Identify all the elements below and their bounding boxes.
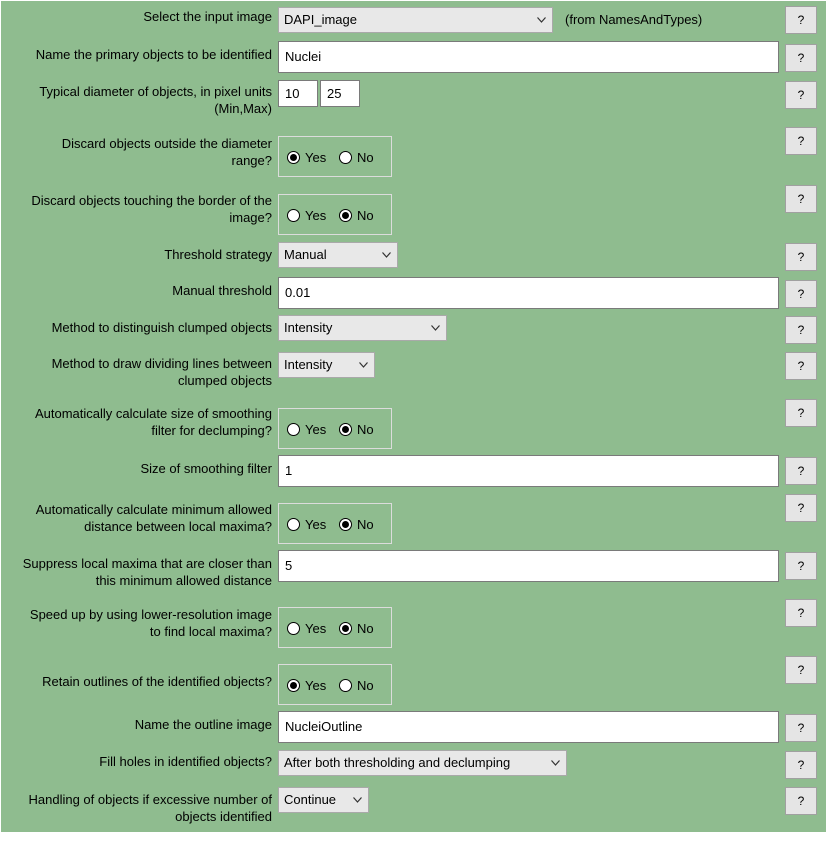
radio-no-label: No xyxy=(357,149,374,165)
auto-min-distance-label-line1: Automatically calculate minimum allowed xyxy=(35,502,272,517)
discard-outside-radio-group xyxy=(278,136,392,177)
auto-min-distance-radio-group xyxy=(278,503,392,544)
help-button[interactable]: ? xyxy=(785,243,817,271)
radio-icon xyxy=(339,209,352,222)
auto-min-distance-yes-radio[interactable] xyxy=(287,515,326,533)
help-button[interactable]: ? xyxy=(785,316,817,344)
clump-method-label: Method to distinguish clumped objects xyxy=(51,320,272,335)
excessive-objects-dropdown[interactable] xyxy=(278,787,369,813)
primary-objects-name-input[interactable]: Nuclei xyxy=(278,41,779,73)
fill-holes-dropdown[interactable] xyxy=(278,750,567,776)
radio-icon xyxy=(339,622,352,635)
chevron-down-icon xyxy=(431,325,440,331)
diameter-label-line1: Typical diameter of objects, in pixel units xyxy=(39,84,272,99)
discard-outside-label-line1: Discard objects outside the diameter xyxy=(61,136,272,151)
radio-no-label: No xyxy=(357,207,374,223)
help-button[interactable]: ? xyxy=(785,127,817,155)
diameter-min-input[interactable]: 10 xyxy=(278,80,318,107)
help-button[interactable]: ? xyxy=(785,751,817,779)
auto-smoothing-radio-group xyxy=(278,408,392,449)
threshold-strategy-label: Threshold strategy xyxy=(164,247,272,262)
excessive-objects-label-line1: Handling of objects if excessive number of xyxy=(28,792,272,807)
help-button[interactable]: ? xyxy=(785,656,817,684)
help-button[interactable]: ? xyxy=(785,399,817,427)
auto-min-distance-label-line2: distance between local maxima? xyxy=(84,519,272,534)
auto-smoothing-no-radio[interactable] xyxy=(339,420,374,438)
radio-yes-label: Yes xyxy=(305,207,327,223)
outline-image-name-input[interactable]: NucleiOutline xyxy=(278,711,779,743)
retain-outlines-yes-radio[interactable] xyxy=(287,676,326,694)
low-res-maxima-label-line2: to find local maxima? xyxy=(149,624,272,639)
manual-threshold-input[interactable]: 0.01 xyxy=(278,277,779,309)
radio-yes-label: Yes xyxy=(305,421,327,437)
chevron-down-icon xyxy=(353,797,362,803)
diameter-label-line2: (Min,Max) xyxy=(214,101,272,116)
radio-icon xyxy=(339,151,352,164)
radio-icon xyxy=(339,423,352,436)
smoothing-filter-input[interactable]: 1 xyxy=(278,455,779,487)
input-image-value: DAPI_image xyxy=(284,12,357,27)
radio-icon xyxy=(287,423,300,436)
chevron-down-icon xyxy=(382,252,391,258)
radio-yes-label: Yes xyxy=(305,620,327,636)
dividing-lines-dropdown[interactable] xyxy=(278,352,375,378)
fill-holes-value: After both thresholding and declumping xyxy=(284,755,511,770)
radio-icon xyxy=(287,622,300,635)
auto-smoothing-label-line1: Automatically calculate size of smoothing xyxy=(34,406,272,421)
low-res-maxima-no-radio[interactable] xyxy=(339,619,374,637)
clump-method-value: Intensity xyxy=(284,320,333,335)
radio-yes-label: Yes xyxy=(305,677,327,693)
discard-border-label-line1: Discard objects touching the border of the xyxy=(31,193,272,208)
radio-icon xyxy=(287,209,300,222)
help-button[interactable]: ? xyxy=(785,599,817,627)
radio-no-label: No xyxy=(357,620,374,636)
chevron-down-icon xyxy=(537,17,546,23)
radio-no-label: No xyxy=(357,421,374,437)
help-button[interactable]: ? xyxy=(785,552,817,580)
retain-outlines-no-radio[interactable] xyxy=(339,676,374,694)
discard-border-no-radio[interactable] xyxy=(339,206,374,224)
threshold-strategy-dropdown[interactable] xyxy=(278,242,398,268)
diameter-max-input[interactable]: 25 xyxy=(320,80,360,107)
primary-objects-name-label: Name the primary objects to be identified xyxy=(35,47,272,62)
chevron-down-icon xyxy=(359,362,368,368)
discard-border-label-line2: image? xyxy=(229,210,272,225)
low-res-maxima-yes-radio[interactable] xyxy=(287,619,326,637)
manual-threshold-label: Manual threshold xyxy=(172,283,272,298)
help-button[interactable]: ? xyxy=(785,714,817,742)
radio-yes-label: Yes xyxy=(305,149,327,165)
help-button[interactable]: ? xyxy=(785,352,817,380)
suppress-maxima-label-line2: this minimum allowed distance xyxy=(95,573,272,588)
suppress-maxima-label-line1: Suppress local maxima that are closer than xyxy=(22,556,272,571)
help-button[interactable]: ? xyxy=(785,494,817,522)
discard-outside-yes-radio[interactable] xyxy=(287,148,326,166)
fill-holes-label: Fill holes in identified objects? xyxy=(99,754,272,769)
radio-no-label: No xyxy=(357,677,374,693)
clump-method-dropdown[interactable] xyxy=(278,315,447,341)
radio-icon xyxy=(287,518,300,531)
help-button[interactable]: ? xyxy=(785,81,817,109)
dividing-lines-value: Intensity xyxy=(284,357,333,372)
radio-icon xyxy=(287,679,300,692)
discard-border-yes-radio[interactable] xyxy=(287,206,326,224)
discard-outside-label-line2: range? xyxy=(231,153,272,168)
input-image-label: Select the input image xyxy=(143,9,272,24)
low-res-maxima-radio-group xyxy=(278,607,392,648)
smoothing-filter-label: Size of smoothing filter xyxy=(140,461,272,476)
help-button[interactable]: ? xyxy=(785,787,817,815)
auto-smoothing-label-line2: filter for declumping? xyxy=(151,423,272,438)
radio-no-label: No xyxy=(357,516,374,532)
retain-outlines-label: Retain outlines of the identified objects? xyxy=(42,674,272,689)
excessive-objects-label-line2: objects identified xyxy=(175,809,272,824)
suppress-maxima-input[interactable]: 5 xyxy=(278,550,779,582)
help-button[interactable]: ? xyxy=(785,44,817,72)
threshold-strategy-value: Manual xyxy=(284,247,327,262)
radio-icon xyxy=(339,679,352,692)
dividing-lines-label-line1: Method to draw dividing lines between xyxy=(51,356,272,371)
radio-icon xyxy=(339,518,352,531)
low-res-maxima-label-line1: Speed up by using lower-resolution image xyxy=(29,607,272,622)
module-settings-panel xyxy=(1,1,826,832)
input-image-source-note: (from NamesAndTypes) xyxy=(565,12,703,27)
radio-icon xyxy=(287,151,300,164)
help-button[interactable]: ? xyxy=(785,6,817,34)
discard-border-radio-group xyxy=(278,194,392,235)
discard-outside-no-radio[interactable] xyxy=(339,148,374,166)
radio-yes-label: Yes xyxy=(305,516,327,532)
help-button[interactable]: ? xyxy=(785,185,817,213)
input-image-dropdown[interactable] xyxy=(278,7,553,33)
auto-min-distance-no-radio[interactable] xyxy=(339,515,374,533)
help-button[interactable]: ? xyxy=(785,280,817,308)
excessive-objects-value: Continue xyxy=(284,792,337,807)
dividing-lines-label-line2: clumped objects xyxy=(178,373,272,388)
auto-smoothing-yes-radio[interactable] xyxy=(287,420,326,438)
chevron-down-icon xyxy=(551,760,560,766)
retain-outlines-radio-group xyxy=(278,664,392,705)
outline-image-name-label: Name the outline image xyxy=(134,717,272,732)
help-button[interactable]: ? xyxy=(785,457,817,485)
